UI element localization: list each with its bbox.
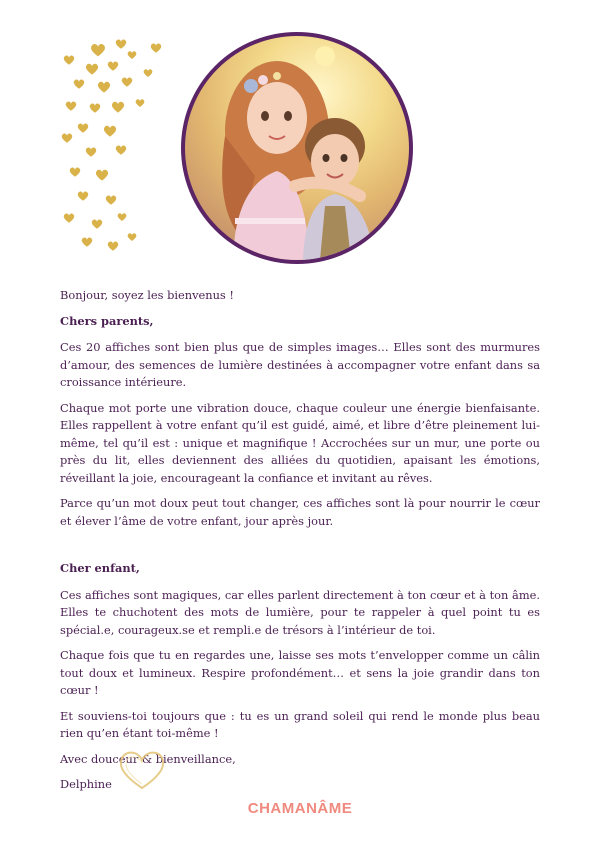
- gold-heart-icon: [150, 42, 162, 54]
- gold-heart-icon: [89, 102, 101, 114]
- gold-heart-icon: [116, 748, 168, 792]
- parents-heading: Chers parents,: [60, 313, 154, 328]
- signature: Delphine: [60, 777, 112, 791]
- gold-heart-icon: [90, 42, 106, 58]
- gold-hearts-cluster-icon: [55, 28, 175, 258]
- child-paragraph-1: Ces affiches sont magiques, car elles parlent directement à ton cœur et à ton âme. Elles te chuchotent des mots de lumière, pour te rappeler à quel point tu es spécial.e, courageux.se et rempli.e de trésors à l’intérieur de toi.: [60, 587, 540, 637]
- gold-heart-icon: [107, 240, 119, 252]
- gold-heart-icon: [81, 236, 93, 248]
- gold-heart-icon: [91, 218, 103, 230]
- children-portrait: [181, 32, 413, 264]
- brand-logo: CHAMANÂME: [247, 800, 353, 817]
- letter-body: [60, 287, 540, 802]
- gold-heart-icon: [111, 100, 125, 114]
- gold-heart-icon: [143, 68, 153, 78]
- child-heading: Cher enfant,: [60, 561, 140, 575]
- gold-heart-icon: [107, 60, 119, 72]
- gold-heart-icon: [85, 146, 97, 158]
- gold-heart-icon: [63, 54, 75, 66]
- gold-heart-icon: [115, 38, 127, 50]
- gold-heart-icon: [77, 190, 89, 202]
- gold-heart-icon: [85, 62, 99, 76]
- gold-heart-icon: [95, 168, 109, 182]
- gold-heart-icon: [127, 232, 137, 242]
- gold-heart-icon: [115, 144, 127, 156]
- gold-heart-icon: [105, 194, 117, 206]
- gold-heart-icon: [69, 166, 81, 178]
- greeting: Bonjour, soyez les bienvenus !: [60, 288, 234, 302]
- gold-heart-icon: [121, 76, 133, 88]
- gold-heart-icon: [97, 80, 111, 94]
- gold-heart-icon: [103, 124, 117, 138]
- parents-paragraph-2: Chaque mot porte une vibration douce, chaque couleur une énergie bienfaisante. Elles rappellent à votre enfant qu’il est guidé, aimé, et libre d’être pleinement lui-même, tel qu’il est : unique et magnifique ! Accrochées sur un mur, une porte ou près du lit, elles deviennent des alliées du quotidien, apaisant les émotions, réveillant la joie, encourageant la confiance et invitant au rêves.: [60, 400, 540, 485]
- parents-paragraph-1: Ces 20 affiches sont bien plus que de simples images… Elles sont des murmures d’amour, des semences de lumière destinées à accompagner votre enfant dans sa croissance intérieure.: [60, 340, 540, 389]
- gold-heart-icon: [73, 78, 85, 90]
- parents-paragraph-3: Parce qu’un mot doux peut tout changer, ces affiches sont là pour nourrir le cœur et élever l’âme de votre enfant, jour après jour.: [60, 496, 540, 528]
- child-paragraph-3: Et souviens-toi toujours que : tu es un grand soleil qui rend le monde plus beau rien qu’en étant toi-même !: [60, 708, 540, 740]
- closing: Avec douceur & bienveillance,: [60, 751, 236, 766]
- gold-heart-icon: [135, 98, 145, 108]
- gold-heart-icon: [63, 212, 75, 224]
- gold-heart-icon: [61, 132, 73, 144]
- gold-heart-icon: [77, 122, 89, 134]
- gold-heart-icon: [127, 50, 137, 60]
- gold-heart-icon: [117, 212, 127, 222]
- gold-heart-icon: [65, 100, 77, 112]
- child-paragraph-2: Chaque fois que tu en regardes une, laisse ses mots t’envelopper comme un câlin tout doux et lumineux. Respire profondément… et sens la joie grandir dans ton cœur !: [60, 648, 540, 697]
